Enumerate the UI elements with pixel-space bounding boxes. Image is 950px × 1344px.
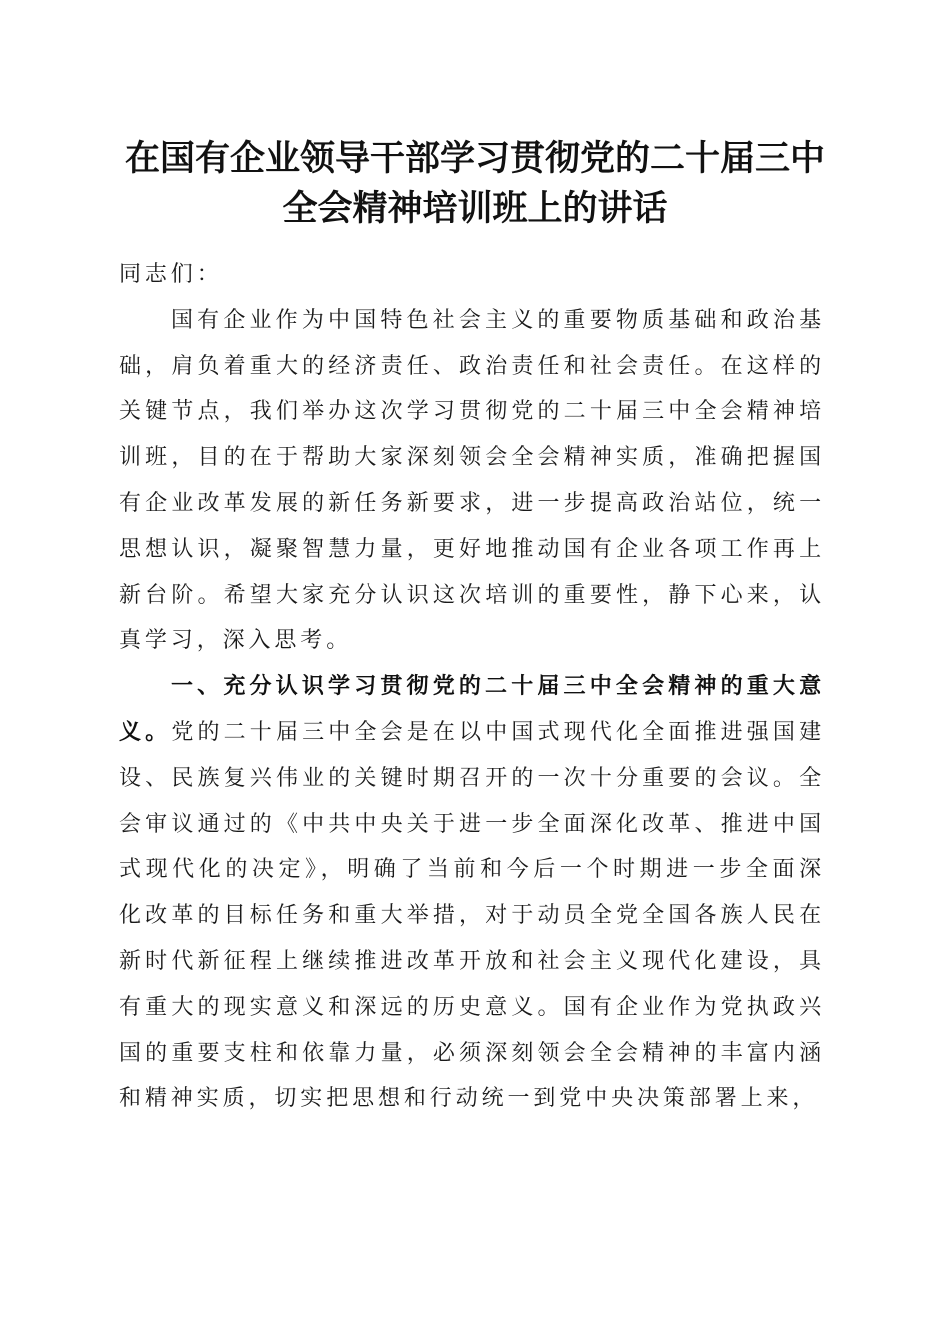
document-title — [100, 134, 850, 234]
section-1-heading: 一、充分认识学习贯彻党的二十届三中全会精神的重大意义。 — [119, 674, 825, 745]
document-body — [119, 252, 825, 1122]
intro-paragraph: 国有企业作为中国特色社会主义的重要物质基础和政治基础，肩负着重大的经济责任、政治责任和社会责任。在这样的关键节点，我们举办这次学习贯彻党的二十届三中全会精神培训班，目的在于帮助大家深刻领会全会精神实质，准确把握国有企业改革发展的新任务新要求，进一步提高政治站位，统一思想认识，凝聚智慧力量，更好地推动国有企业各项工作再上新台阶。希望大家充分认识这次培训的重要性，静下心来，认真学习，深入思考。 — [119, 307, 825, 654]
section-1-body: 党的二十届三中全会是在以中国式现代化全面推进强国建设、民族复兴伟业的关键时期召开的一次十分重要的会议。全会审议通过的《中共中央关于进一步全面深化改革、推进中国式现代化的决定》，明确了当前和今后一个时期进一步全面深化改革的目标任务和重大举措，对于动员全党全国各族人民在新时代新征程上继续推进改革开放和社会主义现代化建设，具有重大的现实意义和深远的历史意义。国有企业作为党执政兴国的重要支柱和依靠力量，必须深刻领会全会精神的丰富内涵和精神实质，切实把思想和行动统一到党中央决策部署上来， — [119, 719, 825, 1112]
title-line-1: 在国有企业领导干部学习贯彻党的二十届三中 — [124, 138, 825, 179]
section-1-paragraph — [119, 664, 825, 1122]
greeting: 同志们： — [119, 262, 223, 287]
title-line-2: 全会精神培训班上的讲话 — [282, 188, 668, 229]
